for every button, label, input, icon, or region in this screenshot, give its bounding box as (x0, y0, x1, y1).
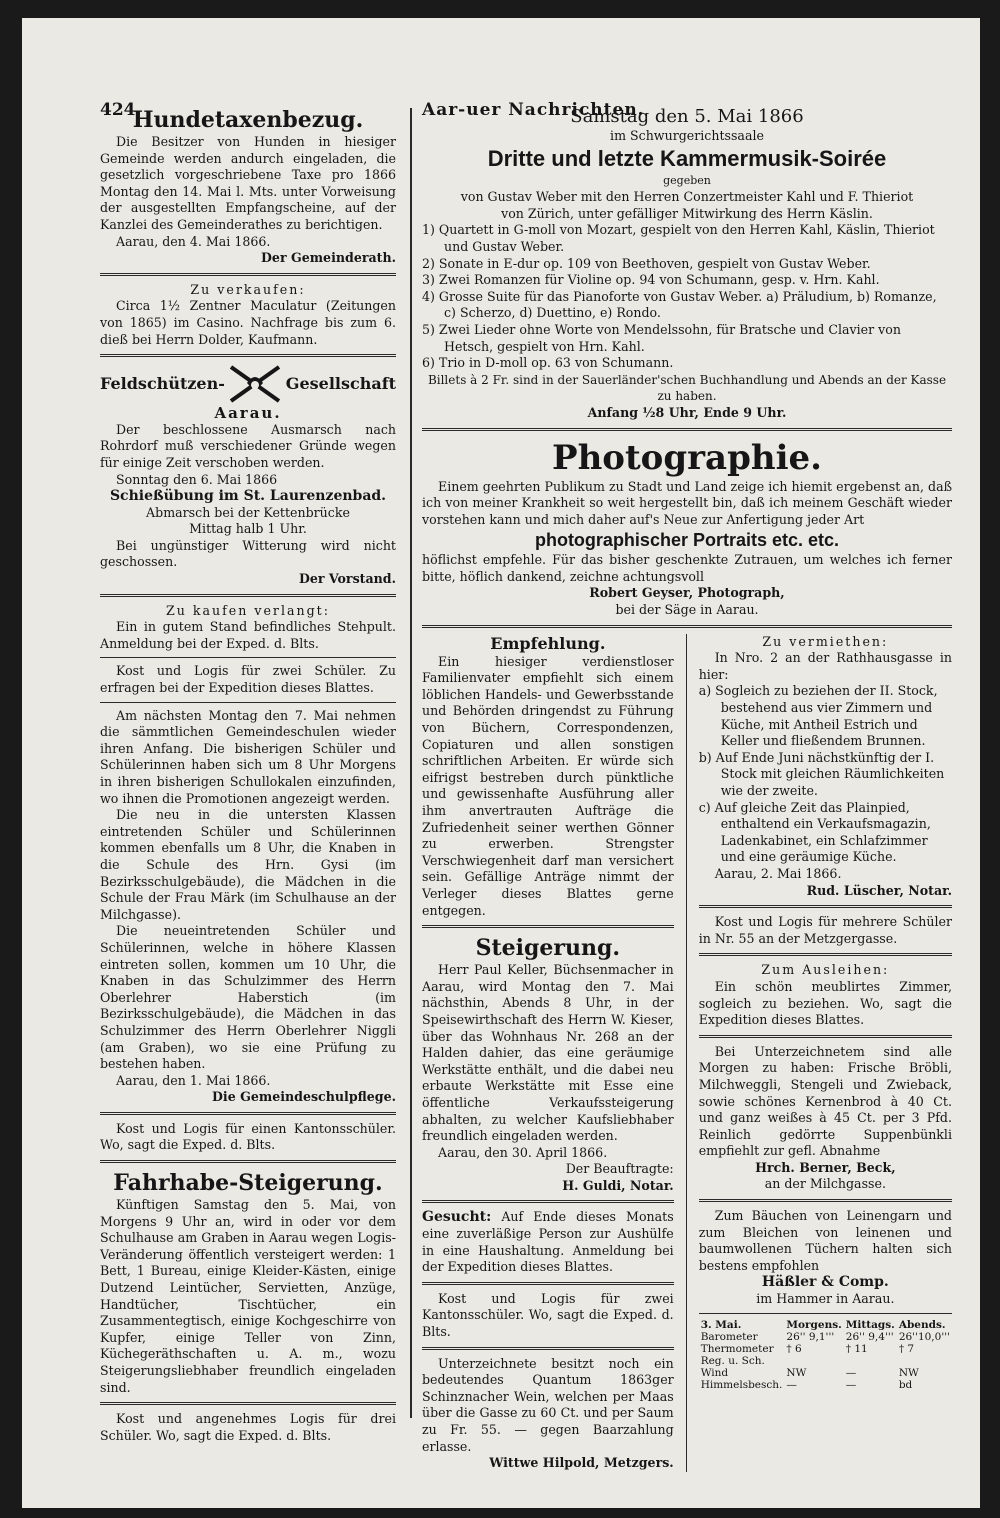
weather-row (699, 1379, 952, 1391)
soiree-tickets: Billets à 2 Fr. sind in der Sauerländer'schen Buchhandlung und Abends an der Kasse zu haben. (427, 372, 947, 404)
vermiethen-item: a) Sogleich zu beziehen der II. Stock, bestehend aus vier Zimmern und Küche, mit Antheil Estrich und Keller und fließendem Brunnen. (698, 683, 938, 749)
vermiethen-items (699, 683, 952, 866)
vermiethen-item: b) Auf Ende Juni nächstkünftig der I. Stock mit gleichen Räumlichkeiten wie der zweite. (698, 749, 945, 798)
haessler-sign1: Häßler & Comp. (761, 1274, 889, 1291)
vermiethen-date: Aarau, 2. Mai 1866. (714, 865, 842, 881)
schule-sign: Die Gemeindeschulpflege. (212, 1089, 396, 1105)
column-divider (410, 108, 412, 1418)
feldschuetzen-title-b: Gesellschaft (285, 374, 396, 394)
weather-header-cell: 3. Mai. (700, 1318, 742, 1331)
weather-cell: NW (786, 1366, 807, 1379)
weather-cell: † 6 (786, 1342, 802, 1355)
steigerung-sign2: H. Guldi, Notar. (562, 1177, 674, 1193)
weather-cell: 26''10,0''' (898, 1330, 950, 1343)
weather-row (699, 1367, 952, 1379)
divider (699, 1199, 952, 1202)
kaufen-body: Ein in gutem Stand befindliches Stehpult. Anmeldung bei der Exped. d. Blts. (100, 619, 396, 651)
divider (699, 953, 952, 956)
vermiethen-heading: Zu vermiethen: (762, 633, 889, 649)
weather-cell: Barometer (700, 1330, 758, 1343)
hundetaxe-date: Aarau, den 4. Mai 1866. (116, 233, 271, 249)
soiree-start: Anfang ½8 Uhr, Ende 9 Uhr. (587, 404, 787, 420)
divider (100, 1112, 396, 1115)
weather-cell: — (845, 1366, 857, 1379)
soiree-date: Samstag den 5. Mai 1866 (570, 106, 804, 127)
feldschuetzen-heading (100, 363, 396, 405)
program-item: 4) Grosse Suite für das Pianoforte von Gustav Weber. a) Präludium, b) Romanze, c) Scherzo, d) Duettino, e) Rondo. (422, 288, 937, 321)
right-subcolumns (422, 634, 952, 1472)
ausleihen-heading: Zum Ausleihen: (761, 962, 890, 978)
right-subcolumn-left (422, 634, 686, 1472)
page-number: 424 (100, 100, 136, 120)
steigerung-body: Herr Paul Keller, Büchsenmacher in Aarau, wird Montag den 7. Mai nächsthin, Abends 8 Uhr, in der Speisewirthschaft des Herrn W. Kieser, über das Wohnhaus Nr. 268 an der Halden dahier, das eine geräumige Werkstätte enthält, und die dabei neu erbaute Werkstätte mit Esse eine öffentliche Verkaufssteigerung abhalten, zu welcher Kaufsliebhaber freundlich eingeladen werden. (422, 962, 674, 1144)
vermiethen-sign: Rud. Lüscher, Notar. (806, 882, 952, 898)
feldschuetzen-depart1: Abmarsch bei der Kettenbrücke (146, 504, 350, 520)
program-item: 1) Quartett in G-moll von Mozart, gespielt von den Herren Kahl, Käslin, Thieriot und Gustav Weber. (422, 222, 935, 254)
weather-header-cell: Mittags. (845, 1318, 895, 1331)
steigerung-heading: Steigerung. (475, 935, 621, 962)
fahrhabe-body: Künftigen Samstag den 5. Mai, von Morgens 9 Uhr an, wird in oder vor dem Schulhause am Graben in Aarau wegen Logis-Veränderung öffentlich versteigert werden: 1 Bett, 1 Bureau, einige Kleider-Kästen, einige Dutzend Leintücher, Servietten, Anzüge, Handtücher, Tischtücher, ein Zusammentegtisch, einige Kochgeschirre von Kupfer, einige Teller von Zinn, Küchegeräthschaften u. A. m., wozu Steigerungsliebhaber freundlich eingeladen sind. (100, 1197, 396, 1395)
kost-logis-4: Kost und Logis für zwei Kantonsschüler. Wo, sagt die Exped. d. Blts. (422, 1290, 674, 1340)
soiree-by2: von Zürich, unter gefälliger Mitwirkung des Herrn Käslin. (501, 205, 873, 221)
feldschuetzen-weather: Bei ungünstiger Witterung wird nicht geschossen. (100, 537, 396, 570)
feldschuetzen-event: Schießübung im St. Laurenzenbad. (109, 488, 387, 505)
divider (699, 1035, 952, 1038)
haessler-sign2: im Hammer in Aarau. (756, 1291, 895, 1307)
steigerung-date: Aarau, den 30. April 1866. (438, 1144, 608, 1160)
weather-header-row (699, 1319, 952, 1331)
weather-cell: Reg. u. Sch. (700, 1354, 765, 1367)
schule-p2: Die neu in die untersten Klassen eintretenden Schüler und Schülerinnen kommen ebenfalls um 8 Uhr, die Knaben in die Schule des Hrn. Gysi (im Bezirksschulgebäude), die Mädchen in die Schule der Frau Märk (im Schulhause an der Milchgasse). (100, 807, 396, 922)
divider (422, 925, 674, 928)
program-item: 6) Trio in D-moll op. 63 von Schumann. (422, 355, 674, 371)
weather-cell: Wind (700, 1366, 729, 1379)
photographie-body2: höflichst empfehle. Für das bisher geschenkte Zutrauen, um welches ich ferner bitte, höflich dankend, zeichne achtungsvoll (422, 552, 952, 584)
divider (422, 428, 952, 431)
gesucht (422, 1209, 674, 1275)
divider (100, 594, 396, 597)
weather-cell: — (845, 1378, 857, 1391)
weather-cell: Thermometer (700, 1342, 774, 1355)
baecker-sign2: an der Milchgasse. (764, 1176, 886, 1192)
vermiethen-intro: In Nro. 2 an der Rathhausgasse in hier: (698, 650, 952, 682)
program-item: 2) Sonate in E-dur op. 109 von Beethoven, gespielt von Gustav Weber. (422, 255, 871, 271)
divider (422, 1282, 674, 1285)
weather-cell (784, 1355, 843, 1367)
wein-body: Unterzeichnete besitzt noch ein bedeutendes Quantum 1863ger Schinznacher Wein, welchen per Maas über die Gasse zu 60 Ct. und per Saum zu Fr. 55. — gegen Baarzahlung erlasse. (422, 1355, 674, 1454)
weather-cell: Himmelsbesch. (700, 1378, 783, 1391)
verkaufen-body: Circa 1½ Zentner Maculatur (Zeitungen von 1865) im Casino. Nachfrage bis zum 6. dieß bei Herrn Dolder, Kaufmann. (100, 298, 396, 347)
schule-p1: Am nächsten Montag den 7. Mai nehmen die sämmtlichen Gemeindeschulen wieder ihren Anfang. Die bisherigen Schüler und Schülerinnen haben sich um 8 Uhr Morgens in ihren bisherigen Schullokalen einzufinden, wo ihnen die Promotionen angezeigt werden. (100, 707, 396, 806)
weather-cell: 26'' 9,1''' (786, 1330, 835, 1343)
wein-sign: Wittwe Hilpold, Metzgers. (489, 1455, 674, 1471)
weather-row (699, 1355, 952, 1367)
feldschuetzen-place: Aarau. (214, 404, 282, 423)
soiree-by1: von Gustav Weber mit den Herren Conzertmeister Kahl und F. Thieriot (460, 189, 914, 205)
kost-logis-2: Kost und Logis für einen Kantonsschüler. Wo, sagt die Exped. d. Blts. (100, 1120, 396, 1153)
divider (422, 1200, 674, 1203)
steigerung-sign1: Der Beauftragte: (565, 1161, 674, 1177)
hundetaxe-body: Die Besitzer von Hunden in hiesiger Gemeinde werden andurch eingeladen, die gesetzlich vorgeschriebene Taxe pro 1866 Montag den 14. Mai l. Mts. unter Vorweisung der ausgestellten Empfangscheine, auf der Kanzlei des Gemeinderathes zu berichtigen. (100, 134, 396, 232)
verkaufen-heading: Zu verkaufen: (190, 281, 306, 297)
weather-cell: † 7 (898, 1342, 915, 1355)
divider (100, 354, 396, 357)
divider (100, 702, 396, 703)
weather-cell: † 11 (845, 1342, 868, 1355)
soiree-given: gegeben (663, 173, 711, 187)
photographie-portraits: photographischer Portraits etc. etc. (534, 530, 840, 551)
feldschuetzen-title-a: Feldschützen- (100, 374, 225, 394)
baecker-body: Bei Unterzeichnetem sind alle Morgen zu haben: Frische Bröbli, Milchweggli, Stengeli und Zwieback, sowie schönes Kernenbrod à 40 Ct. und ganz weißes à 45 Ct. per 3 Pfd. Reinlich gedörrte Suppenbünkli empfiehlt zur gefl. Abnahme (698, 1043, 952, 1159)
divider (699, 1313, 952, 1314)
kost-logis-1: Kost und Logis für zwei Schüler. Zu erfragen bei der Expedition dieses Blattes. (100, 663, 396, 696)
vermiethen-item: c) Auf gleiche Zeit das Plainpied, enthaltend ein Verkaufsmagazin, Ladenkabinet, ein Schlafzimmer und eine geräumige Küche. (698, 799, 931, 865)
weather-cell: 26'' 9,4''' (845, 1330, 894, 1343)
program-item: 3) Zwei Romanzen für Violine op. 94 von Schumann, gesp. v. Hrn. Kahl. (422, 272, 880, 288)
weather-cell (897, 1355, 952, 1367)
masthead-title: Aar-uer Nachrichten. (422, 100, 645, 120)
feldschuetzen-date: Sonntag den 6. Mai 1866 (116, 471, 278, 487)
divider (422, 625, 952, 628)
gesucht-body: Auf Ende dieses Monats eine zuverläßige Person zur Aushülfe in eine Haushaltung. Anmeldung bei der Expedition dieses Blattes. (422, 1209, 674, 1275)
feldschuetzen-depart2: Mittag halb 1 Uhr. (189, 521, 307, 537)
weather-cell: bd (898, 1378, 913, 1391)
weather-header-cell: Morgens. (786, 1318, 842, 1331)
empfehlung-heading: Empfehlung. (490, 633, 606, 653)
divider (100, 657, 396, 658)
kost-logis-5: Kost und Logis für mehrere Schüler in Nr. 55 an der Metzgergasse. (698, 914, 952, 946)
left-column (100, 106, 396, 1444)
divider (100, 1402, 396, 1405)
photographie-sign2: bei der Säge in Aarau. (615, 602, 759, 618)
feldschuetzen-body: Der beschlossene Ausmarsch nach Rohrdorf muß verschiedener Gründe wegen für einige Zeit verschoben werden. (100, 421, 396, 470)
fahrhabe-heading: Fahrhabe-Steigerung. (113, 1170, 383, 1197)
baecker-sign1: Hrch. Berner, Beck, (755, 1159, 896, 1175)
soiree-program (422, 222, 952, 371)
divider (100, 273, 396, 276)
gesucht-label: Gesucht: (422, 1209, 492, 1226)
divider (422, 1347, 674, 1350)
haessler-body: Zum Bäuchen von Leinengarn und zum Bleichen von leinenen und baumwollenen Tüchern halten sich bestens empfohlen (698, 1208, 952, 1273)
divider (100, 1160, 396, 1163)
photographie-heading: Photographie. (552, 437, 822, 478)
divider (699, 905, 952, 908)
ausleihen-body: Ein schön meublirtes Zimmer, sogleich zu beziehen. Wo, sagt die Expedition dieses Blattes. (698, 978, 952, 1028)
weather-row (699, 1343, 952, 1355)
schule-p3: Die neueintretenden Schüler und Schülerinnen, welche in höhere Klassen eintreten sollen, kommen um 10 Uhr, die Knaben in das Schulzimmer des Herrn Oberlehrer Haberstich (im Bezirksschulgebäude), die Mädchen in das Schulzimmer des Herrn Oberlehrer Niggli (am Graben), wo sie eine Prüfung zu bestehen haben. (100, 923, 396, 1072)
soiree-place: im Schwurgerichtssaale (610, 128, 764, 143)
weather-cell (844, 1355, 897, 1367)
weather-table (699, 1319, 952, 1391)
weather-header-cell: Abends. (898, 1318, 946, 1331)
kost-logis-3: Kost und angenehmes Logis für drei Schüler. Wo, sagt die Exped. d. Blts. (100, 1411, 396, 1443)
program-item: 5) Zwei Lieder ohne Worte von Mendelssohn, für Bratsche und Clavier von Hetsch, gespielt von Hrn. Kahl. (422, 321, 901, 354)
right-subcolumn-right (686, 634, 952, 1472)
weather-row (699, 1331, 952, 1343)
weather-cell: — (786, 1378, 797, 1391)
photographie-sign1: Robert Geyser, Photograph, (589, 585, 785, 601)
schule-date: Aarau, den 1. Mai 1866. (116, 1072, 271, 1088)
feldschuetzen-sign: Der Vorstand. (298, 571, 396, 587)
weather-body (699, 1331, 952, 1391)
crossed-rifles-icon (225, 363, 285, 405)
right-column (422, 106, 952, 1472)
hundetaxe-sign: Der Gemeinderath. (261, 250, 396, 266)
hundetaxe-heading: Hundetaxenbezug. (132, 107, 364, 133)
weather-cell: NW (898, 1366, 919, 1379)
kaufen-heading: Zu kaufen verlangt: (166, 602, 330, 618)
soiree-title: Dritte und letzte Kammermusik-Soirée (487, 145, 887, 171)
photographie-body1: Einem geehrten Publikum zu Stadt und Land zeige ich hiemit ergebenst an, daß ich von meiner Krankheit so weit hergestellt bin, daß ich meinem Geschäft wieder vorstehen kann und mich daher auf's Neue zur Anfertigung jeder Art (422, 478, 952, 527)
empfehlung-body: Ein hiesiger verdienstloser Familienvater empfiehlt sich einem löblichen Handels- und Gewerbsstande und Behörden dringendst zu Führung von Büchern, Correspondenzen, Copiaturen und allen sonstigen schriftlichen Arbeiten. Er würde sich eifrigst bestreben durch pünktliche und gewissenhafte Ausführung aller ihm anvertrauten Aufträge die Zufriedenheit seiner werthen Gönner zu erwerben. Strengster Verschwiegenheit darf man versichert sein. Gefällige Anträge nimmt der Verleger dieses Blattes gerne entgegen. (422, 653, 674, 918)
